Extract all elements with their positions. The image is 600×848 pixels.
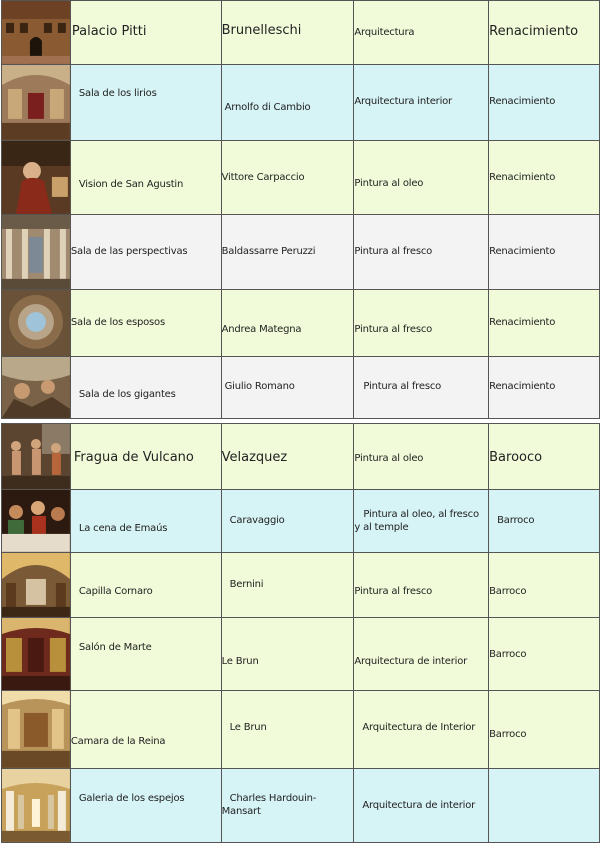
- style-cell: [489, 552, 600, 617]
- work-cell: [70, 424, 221, 490]
- artwork-thumbnail: [2, 214, 71, 290]
- technique-cell: [354, 140, 489, 214]
- table-row: [2, 552, 600, 617]
- work-title: Palacio Pitti: [71, 24, 147, 39]
- work-title: Capilla Cornaro: [78, 585, 153, 597]
- style-cell: [489, 290, 600, 357]
- forge-painting-thumbnail: [2, 424, 70, 489]
- table-row: [2, 1, 600, 65]
- artist-name: Charles Hardouin-Mansart: [221, 793, 317, 818]
- technique-text: Pintura al oleo: [354, 177, 424, 189]
- artwork-thumbnail: [2, 64, 71, 140]
- artwork-thumbnail: [2, 140, 71, 214]
- style-cell: [489, 357, 600, 419]
- work-cell: [70, 769, 221, 843]
- artist-name: Le Brun: [229, 722, 267, 734]
- artist-name: Le Brun: [221, 655, 259, 667]
- work-title: Sala de los esposos: [70, 317, 165, 329]
- work-title: Salón de Marte: [78, 641, 152, 653]
- technique-text: Pintura al oleo: [354, 453, 424, 464]
- table-row: [2, 769, 600, 843]
- technique-text: Pintura al fresco: [354, 585, 433, 597]
- baroque-table: [1, 423, 600, 843]
- artwork-thumbnail: [2, 489, 71, 552]
- technique-cell: [354, 357, 489, 419]
- queen-chamber-thumbnail: [2, 691, 70, 768]
- table-row: [2, 489, 600, 552]
- artwork-thumbnail: [2, 290, 71, 357]
- table-row: [2, 64, 600, 140]
- technique-text: Pintura al fresco: [354, 245, 433, 257]
- technique-cell: [354, 214, 489, 290]
- work-title: La cena de Emaús: [78, 522, 168, 534]
- technique-cell: [354, 691, 489, 769]
- work-title: Fragua de Vulcano: [73, 450, 194, 465]
- artist-cell: [221, 769, 354, 843]
- table-row: [2, 357, 600, 419]
- artist-cell: [221, 290, 354, 357]
- style-cell: [489, 424, 600, 490]
- work-cell: [70, 552, 221, 617]
- technique-text: Arquitectura de interior: [354, 655, 468, 667]
- hall-interior-thumbnail: [2, 65, 70, 140]
- style-cell: [489, 140, 600, 214]
- style-text: Barroco: [489, 729, 527, 741]
- work-cell: [70, 140, 221, 214]
- style-text: Renacimiento: [489, 317, 556, 329]
- artist-name: Baldassarre Peruzzi: [221, 245, 316, 257]
- artist-cell: [221, 424, 354, 490]
- artwork-thumbnail: [2, 357, 71, 419]
- style-cell: [489, 64, 600, 140]
- technique-cell: [354, 489, 489, 552]
- style-cell: [489, 489, 600, 552]
- work-cell: [70, 1, 221, 65]
- style-cell: [489, 691, 600, 769]
- artist-name: Caravaggio: [229, 514, 285, 526]
- technique-text: Arquitectura: [354, 27, 415, 38]
- artwork-thumbnail: [2, 1, 71, 65]
- style-cell: [489, 214, 600, 290]
- chapel-thumbnail: [2, 553, 70, 617]
- table-row: [2, 424, 600, 490]
- table-row: [2, 290, 600, 357]
- artist-name: Bernini: [229, 578, 264, 590]
- technique-cell: [354, 424, 489, 490]
- technique-cell: [354, 769, 489, 843]
- ceiling-oculus-thumbnail: [2, 290, 70, 356]
- work-cell: [70, 290, 221, 357]
- work-cell: [70, 64, 221, 140]
- artist-cell: [221, 214, 354, 290]
- technique-text: Pintura al oleo, al fresco y al temple: [354, 508, 479, 533]
- artwork-thumbnail: [2, 424, 71, 490]
- technique-text: Arquitectura de interior: [362, 800, 476, 812]
- style-text: Barroco: [489, 648, 527, 660]
- work-title: Vision de San Agustin: [78, 178, 184, 190]
- technique-cell: [354, 290, 489, 357]
- artist-cell: [221, 489, 354, 552]
- style-text: Renacimiento: [489, 24, 579, 39]
- technique-text: Arquitectura interior: [354, 95, 452, 107]
- hall-of-mirrors-thumbnail: [2, 769, 70, 842]
- work-title: Camara de la Reina: [70, 736, 166, 748]
- artist-cell: [221, 1, 354, 65]
- table-row: [2, 140, 600, 214]
- table-row: [2, 214, 600, 290]
- table-row: [2, 617, 600, 691]
- technique-cell: [354, 552, 489, 617]
- technique-cell: [354, 1, 489, 65]
- style-text: Renacimiento: [489, 95, 556, 107]
- artist-cell: [221, 617, 354, 691]
- artist-name: Velazquez: [221, 450, 288, 465]
- artist-name: Giulio Romano: [224, 381, 295, 393]
- artist-cell: [221, 552, 354, 617]
- work-title: Sala de los lirios: [78, 87, 157, 99]
- technique-cell: [354, 617, 489, 691]
- work-title: Sala de las perspectivas: [70, 245, 188, 257]
- work-cell: [70, 214, 221, 290]
- artwork-thumbnail: [2, 617, 71, 691]
- technique-text: Arquitectura de Interior: [362, 722, 476, 734]
- style-text: Barroco: [497, 514, 535, 526]
- style-text: Renacimiento: [489, 381, 556, 393]
- palace-facade-thumbnail: [2, 1, 70, 64]
- artist-name: Arnolfo di Cambio: [224, 101, 311, 113]
- technique-cell: [354, 64, 489, 140]
- style-text: Renacimiento: [489, 245, 556, 257]
- artwork-thumbnail: [2, 552, 71, 617]
- artist-cell: [221, 140, 354, 214]
- style-cell: [489, 1, 600, 65]
- salon-interior-thumbnail: [2, 618, 70, 691]
- style-cell: [489, 617, 600, 691]
- table-row: [2, 691, 600, 769]
- artist-cell: [221, 357, 354, 419]
- artist-cell: [221, 64, 354, 140]
- renaissance-table: [1, 0, 600, 419]
- painting-thumbnail: [2, 141, 70, 214]
- artist-name: Brunelleschi: [221, 23, 302, 38]
- style-text: Barooco: [489, 450, 543, 465]
- work-cell: [70, 617, 221, 691]
- columns-fresco-thumbnail: [2, 215, 70, 290]
- work-title: Sala de los gigantes: [78, 389, 176, 401]
- style-text: Renacimiento: [489, 171, 556, 183]
- artwork-thumbnail: [2, 691, 71, 769]
- artwork-thumbnail: [2, 769, 71, 843]
- style-text: Barroco: [489, 585, 527, 597]
- giants-fresco-thumbnail: [2, 357, 70, 418]
- artist-cell: [221, 691, 354, 769]
- technique-text: Pintura al fresco: [363, 381, 442, 393]
- work-title: Galeria de los espejos: [78, 793, 185, 805]
- work-cell: [70, 489, 221, 552]
- supper-painting-thumbnail: [2, 490, 70, 552]
- work-cell: [70, 357, 221, 419]
- artist-name: Andrea Mategna: [221, 324, 302, 336]
- style-cell: [489, 769, 600, 843]
- work-cell: [70, 691, 221, 769]
- technique-text: Pintura al fresco: [354, 324, 433, 336]
- artist-name: Vittore Carpaccio: [221, 171, 305, 183]
